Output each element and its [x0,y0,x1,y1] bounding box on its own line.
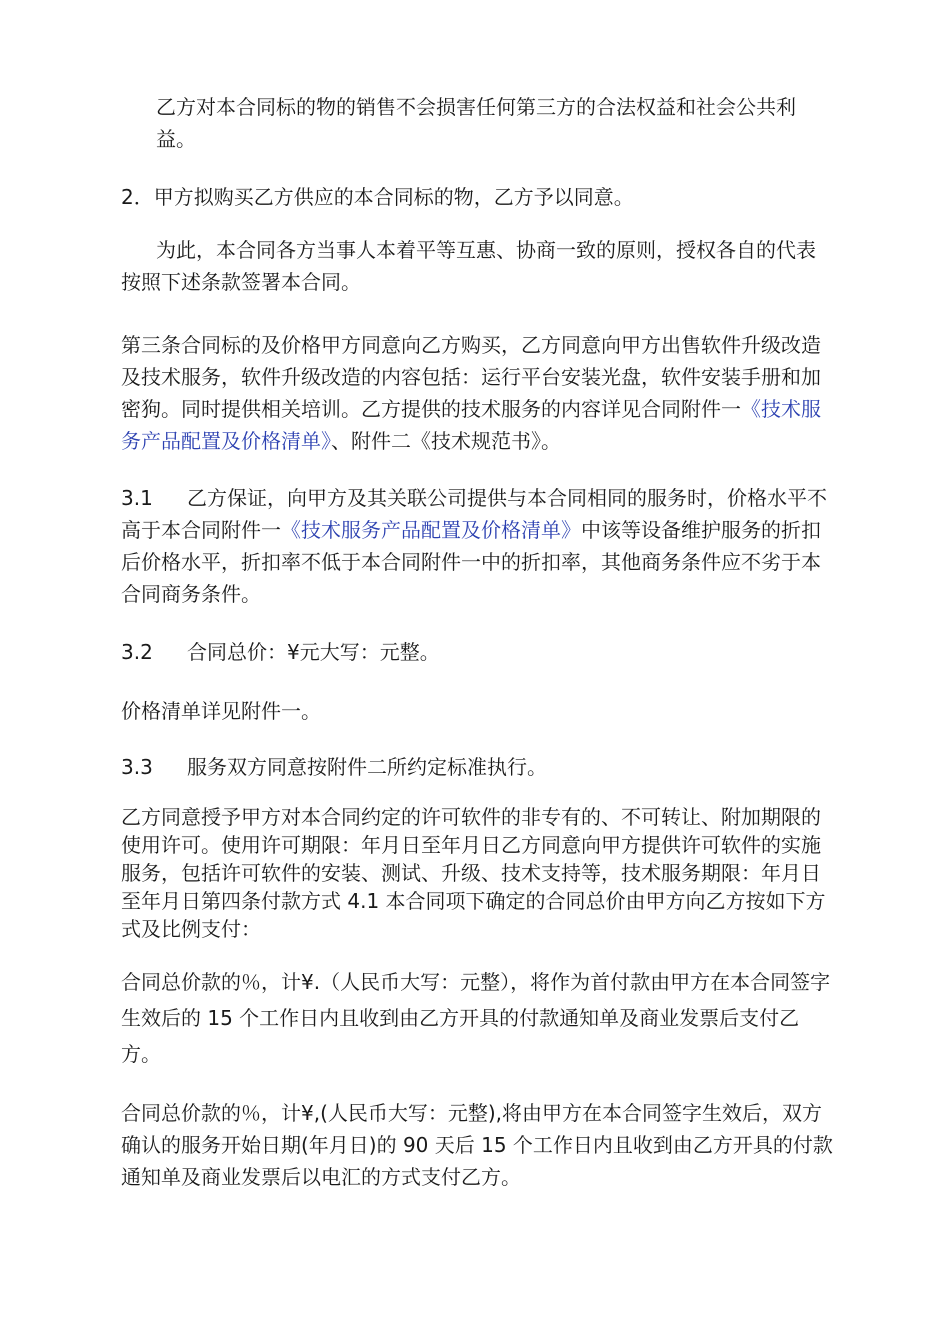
text-run: 、附件二《技术规范书》。 [331,429,561,453]
text-line [121,425,821,457]
text-line: 及技术服务，软件升级改造的内容包括：运行平台安装光盘，软件安装手册和加 [121,365,821,389]
attachment-1-link[interactable]: 务产品配置及价格清单》 [121,429,331,453]
text-line: 后价格水平，折扣率不低于本合同附件一中的折扣率，其他商务条件应不劣于本 [121,550,821,574]
text-line [121,636,440,668]
paragraph-article-3 [121,329,821,457]
paragraph-clause-3-2 [121,636,440,668]
attachment-1-link[interactable]: 《技术服 [741,397,821,421]
clause-number: 3.3 [121,755,153,779]
text-line: 合同商务条件。 [121,582,261,606]
paragraph-price-list [121,695,321,727]
text-line: 益。 [156,127,196,151]
text-run: 密狗。同时提供相关培训。乙方提供的技术服务的内容详见合同附件一 [121,397,741,421]
text-line: 2．甲方拟购买乙方供应的本合同标的物，乙方予以同意。 [121,185,634,209]
text-line: 为此，本合同各方当事人本着平等互惠、协商一致的原则，授权各自的代表 [156,238,816,262]
text-line: 合同总价款的％，计¥.（人民币大写：元整），将作为首付款由甲方在本合同签字 [121,970,831,994]
text-line [121,514,827,546]
text-run: 中该等设备维护服务的折扣 [581,518,821,542]
paragraph-clause-3-1 [121,482,827,610]
paragraph-sales-warranty [156,91,796,155]
text-line: 价格清单详见附件一。 [121,699,321,723]
clause-number: 3.2 [121,640,153,664]
paragraph-preamble [121,234,816,298]
text-run: 高于本合同附件一 [121,518,281,542]
text-line: 合同总价款的％，计¥,(人民币大写：元整),将由甲方在本合同签字生效后，双方 [121,1101,823,1125]
text-line: 按照下述条款签署本合同。 [121,270,361,294]
text-line: 使用许可。使用许可期限：年月日至年月日乙方同意向甲方提供许可软件的实施 [121,833,821,857]
paragraph-license-and-payment [121,803,826,943]
text-line: 方。 [121,1042,161,1066]
text-line: 生效后的 15 个工作日内且收到由乙方开具的付款通知单及商业发票后支付乙 [121,1006,800,1030]
paragraph-first-payment [121,964,830,1072]
text-line: 乙方同意授予甲方对本合同约定的许可软件的非专有的、不可转让、附加期限的 [121,805,821,829]
attachment-1-link[interactable]: 《技术服务产品配置及价格清单》 [281,518,581,542]
text-line [121,751,547,783]
text-line: 乙方对本合同标的物的销售不会损害任何第三方的合法权益和社会公共利 [156,95,796,119]
paragraph-second-payment [121,1097,833,1193]
text-line: 式及比例支付： [121,917,261,941]
text-line [121,393,821,425]
text-run: 乙方保证，向甲方及其关联公司提供与本合同相同的服务时，价格水平不 [187,486,827,510]
paragraph-clause-3-3 [121,751,547,783]
text-line: 通知单及商业发票后以电汇的方式支付乙方。 [121,1165,521,1189]
text-run: 服务双方同意按附件二所约定标准执行。 [187,755,547,779]
text-line: 确认的服务开始日期(年月日)的 90 天后 15 个工作日内且收到由乙方开具的付款 [121,1133,833,1157]
paragraph-clause-2 [121,181,634,213]
text-run: 合同总价：¥元大写：元整。 [187,640,440,664]
text-line: 服务，包括许可软件的安装、测试、升级、技术支持等，技术服务期限：年月日 [121,861,821,885]
text-line [121,482,827,514]
text-line: 第三条合同标的及价格甲方同意向乙方购买，乙方同意向甲方出售软件升级改造 [121,333,821,357]
clause-number: 3.1 [121,486,153,510]
text-line: 至年月日第四条付款方式 4.1 本合同项下确定的合同总价由甲方向乙方按如下方 [121,889,826,913]
